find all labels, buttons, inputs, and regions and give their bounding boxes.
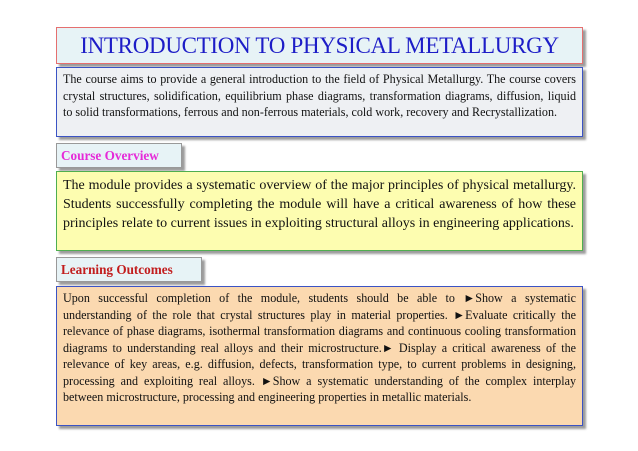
intro-box <box>56 67 583 137</box>
learning-outcomes-label: Learning Outcomes <box>61 261 173 277</box>
learning-outcomes-text: Upon successful completion of the module, students should be able to ►Show a systematic understanding of the role that crystal structures play in material properties. ►Evaluate critically the relevance of phase diagrams, isothermal transformation diagrams and continuous cooling transformation diagrams to understanding real alloys and their microstructure.► Display a critical awareness of the relevance of key areas, e.g. diffusion, defects, transformation type, to current problems in designing, processing and exploiting real alloys. ►Show a systematic understanding of the complex interplay between microstructure, processing and engineering properties in metallic materials. <box>63 291 576 404</box>
course-overview-heading <box>56 143 182 168</box>
course-overview-box <box>56 171 583 251</box>
learning-outcomes-box <box>56 286 583 426</box>
course-overview-label: Course Overview <box>61 147 159 163</box>
intro-text: The course aims to provide a general introduction to the field of Physical Metallurgy. The course covers crystal structures, solidification, equilibrium phase diagrams, transformation diagrams, diffusion, liquid to solid transformations, ferrous and non-ferrous materials, cold work, recovery and Recrystallization. <box>63 72 576 119</box>
title-box <box>56 27 583 64</box>
learning-outcomes-heading <box>56 257 202 282</box>
page-title: INTRODUCTION TO PHYSICAL METALLURGY <box>80 32 559 58</box>
course-overview-text: The module provides a systematic overview of the major principles of physical metallurgy. Students successfully completing the module will have a critical awareness of how these principles relate to current issues in exploiting structural alloys in engineering applications. <box>63 178 576 231</box>
